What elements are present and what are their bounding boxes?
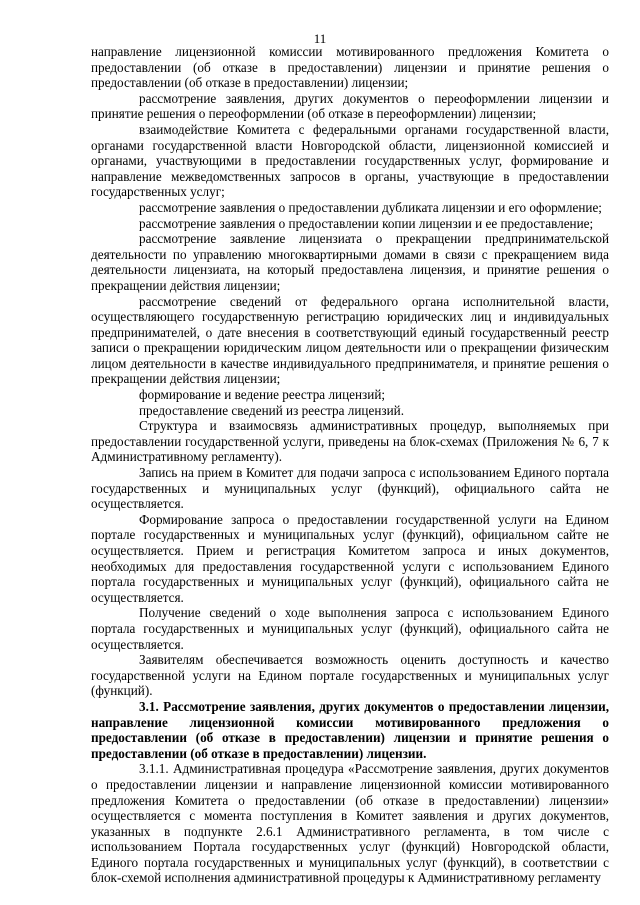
- paragraph: формирование и ведение реестра лицензий;: [139, 387, 386, 403]
- paragraph: рассмотрение заявление лицензиата о прекращении предпринимательской деятельности по управлению многоквартирными домами в связи с прекращением вида деятельности лицензиата, на который предоставлена лицензия, и принятие решения о прекращении действия лицензии;: [91, 231, 609, 293]
- paragraph: Формирование запроса о предоставлении государственной услуги на Едином портале государственных и муниципальных услуг (функций), официальном сайте не осуществляется. Прием и регистрация Комитетом запроса и иных документов, необходимых для предоставления государственной услуги с использованием Единого портала государственных и муниципальных услуг (функций), официального сайта не осуществляется.: [91, 511, 609, 605]
- section-heading: 3.1. Рассмотрение заявления, других документов о предоставлении лицензии, направление лицензионной комиссии мотивированного предложения о предоставлении (об отказе в предоставлении) лицензии и принятие решения о предоставлении (об отказе в предоставлении) лицензии.: [91, 698, 609, 761]
- paragraph: Получение сведений о ходе выполнения запроса с использованием Единого портала государственных и муниципальных услуг (функций), официального сайта не осуществляется.: [91, 605, 609, 652]
- paragraph: рассмотрение сведений от федерального органа исполнительной власти, осуществляющего государственную регистрацию юридических лиц и индивидуальных предпринимателей, о дате внесения в соответствующий единый государственный реестр записи о прекращении юридическим лицом деятельности или о прекращении физическим лицом деятельности в качестве индивидуального предпринимателя, и принятие решения о прекращении действия лицензии;: [91, 293, 609, 387]
- paragraph: рассмотрение заявления о предоставлении копии лицензии и ее предоставление;: [139, 215, 594, 231]
- paragraph: 3.1.1. Административная процедура «Рассмотрение заявления, других документов о предоставлении лицензии и направление лицензионной комиссии мотивированного предложения Комитета о предоставлении (об отказе в предоставлении) лицензии» осуществляется с момента поступления в Комитет заявления и других документов, указанных в подпункте 2.6.1 Административного регламента, в том числе с использованием Портала государственных услуг (функций) Новгородской области, Единого портала государственных и муниципальных услуг (функций), в соответствии с блок-схемой исполнения административной процедуры к Административному регламенту: [91, 761, 609, 886]
- paragraph: направление лицензионной комиссии мотивированного предложения Комитета о предоставлении (об отказе в предоставлении) лицензии и принятие решения о предоставлении (об отказе в предоставлении) лицензии;: [91, 44, 609, 91]
- paragraph: Запись на прием в Комитет для подачи запроса с использованием Единого портала государственных и муниципальных услуг (функций), официального сайта не осуществляется.: [91, 465, 609, 512]
- paragraph: рассмотрение заявления, других документов о переоформлении лицензии и принятие решения о переоформлении (об отказе в переоформлении) лицензии;: [91, 90, 609, 122]
- document-body: [91, 44, 609, 886]
- page-number: 11: [313, 31, 327, 46]
- paragraph: рассмотрение заявления о предоставлении дубликата лицензии и его оформление;: [139, 199, 602, 215]
- paragraph: взаимодействие Комитета с федеральными органами государственной власти, органами государственной власти Новгородской области, лицензионной комиссией и органами, участвующими в предоставлении государственных услуг, формирование и направление межведомственных запросов в органы, участвующие в предоставлении государственных услуг;: [91, 121, 609, 200]
- paragraph: Заявителям обеспечивается возможность оценить доступность и качество государственной услуги на Едином портале государственных и муниципальных услуг (функций).: [91, 652, 609, 699]
- paragraph: предоставление сведений из реестра лицензий.: [139, 402, 404, 418]
- paragraph: Структура и взаимосвязь административных процедур, выполняемых при предоставлении государственной услуги, приведены на блок-схемах (Приложения № 6, 7 к Административному регламенту).: [91, 418, 609, 465]
